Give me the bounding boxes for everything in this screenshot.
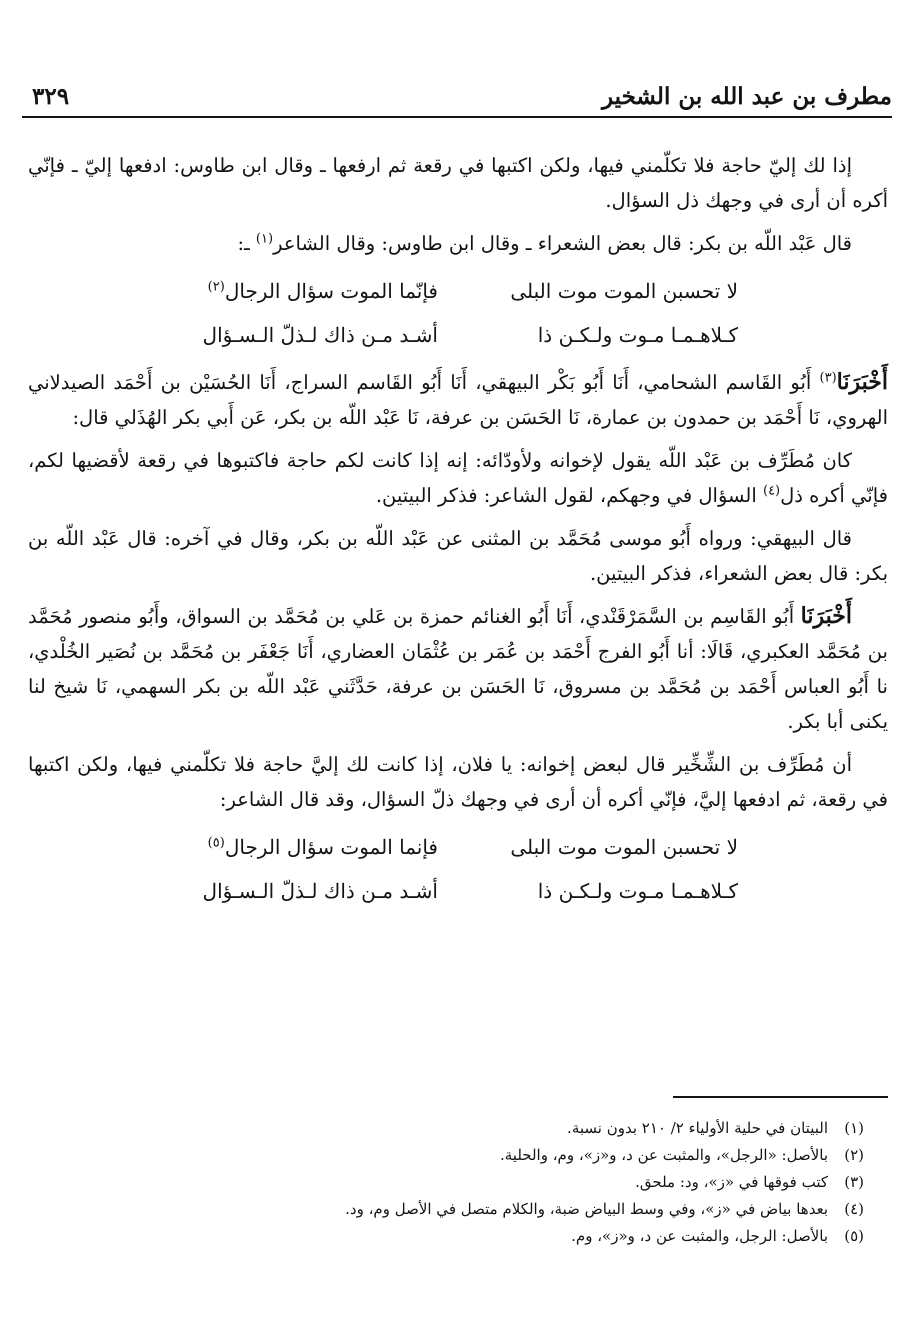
- main-text: [28, 148, 888, 921]
- paragraph-5-text: قال البيهقي: ورواه أَبُو موسى مُحَمَّد بن المثنى عن عَبْد اللّه بن بكر، وقال في آخره: قال عَبْد اللّه بن بكر: قال بعض الشعراء، فذكر البيتين.: [28, 527, 888, 585]
- paragraph-2-end: ـ:: [237, 232, 256, 255]
- footnote-text: البيتان في حلية الأولياء ٢/ ٢١٠ بدون نسبة.: [567, 1119, 828, 1137]
- akhbarana-lead-2: أَخْبَرَنَا: [800, 603, 852, 629]
- poem-2-line-1: [28, 825, 888, 869]
- footnote-ref-1: (١): [255, 231, 274, 247]
- poem-1-hemistich-2b: أشـد مـن ذاك لـذلّ الـسـؤال: [202, 322, 438, 347]
- paragraph-6: [28, 599, 888, 739]
- poem-1-line-2: [28, 313, 888, 357]
- page-header: [22, 78, 892, 118]
- paragraph-6-text: أَبُو القَاسِم بن السَّمَرْقَنْدي، أَنَا أَبُو الغنائم حمزة بن عَلي بن مُحَمَّد بن السواق، وأَبُو منصور مُحَمَّد بن مُحَمَّد العكبري، قَالَا: أنا أَبُو الفرج أَحْمَد بن عُمَر بن عُثْمَان العضاري، أَنَا جَعْفَر بن مُحَمَّد بن نُصَير الخُلْدي، نا أَبُو العباس أَحْمَد بن مُحَمَّد بن مسروق، نَا الحَسَن بن عرفة، حَدَّثَني عَبْد اللّه بن بكر السهمي، نَا شيخ لنا يكنى أبا بكر.: [28, 605, 888, 733]
- paragraph-1-text: إذا لك إليّ حاجة فلا تكلّمني فيها، ولكن اكتبها في رقعة ثم ارفعها ـ وقال ابن طاوس: ادفعها إليّ ـ فإنّي أكره أن أرى في وجهك ذل السؤال.: [28, 154, 888, 212]
- footnote-ref-5: (٥): [207, 834, 225, 850]
- poem-1-hemistich-1b-text: فإنّما الموت سؤال الرجال: [224, 278, 438, 303]
- footnote-number: (٥): [844, 1227, 864, 1245]
- footnote-ref-4: (٤): [762, 483, 781, 499]
- footnote-text: بعدها بياض في «ز»، وفي وسط البياض ضبة، والكلام متصل في الأصل وم، ود.: [345, 1200, 828, 1218]
- poem-2-hemistich-1b: [158, 830, 438, 865]
- footnote-number: (١): [844, 1119, 864, 1137]
- footnote-3: [40, 1169, 864, 1195]
- footnote-number: (٢): [844, 1146, 864, 1164]
- footnote-1: [40, 1115, 864, 1141]
- poem-1-hemistich-1a: لا تحسبن الموت موت البلى: [510, 278, 738, 303]
- footnote-number: (٣): [844, 1173, 864, 1191]
- paragraph-2: [28, 226, 888, 261]
- paragraph-7: [28, 747, 888, 817]
- paragraph-4: [28, 443, 888, 513]
- paragraph-3-text: أَبُو القَاسم الشحامي، أَنَا أَبُو بَكْر البيهقي، أَنَا أَبُو القَاسم السراج، أَنَا الحُسَيْن بن أَحْمَد الصيدلاني الهروي، نَا أَحْمَد بن حمدون بن عمارة، نَا الحَسَن بن عرفة، نَا عَبْد اللّه بن بكر، عَن أَبي بكر الهُذَلي قال:: [28, 371, 888, 429]
- page-number: ٣٢٩: [32, 83, 70, 110]
- paragraph-1: [28, 148, 888, 218]
- poem-2-hemistich-1a: لا تحسبن الموت موت البلى: [510, 834, 738, 859]
- paragraph-2-text: قال عَبْد اللّه بن بكر: قال بعض الشعراء ـ وقال ابن طاوس: وقال الشاعر: [273, 232, 852, 255]
- paragraph-3: [28, 365, 888, 435]
- footnote-divider: [673, 1096, 888, 1098]
- poem-2-hemistich-2b: أشـد مـن ذاك لـذلّ الـسـؤال: [202, 878, 438, 903]
- footnote-4: [40, 1196, 864, 1222]
- poem-2-line-2: [28, 869, 888, 913]
- poem-1: [28, 269, 888, 357]
- footnote-number: (٤): [844, 1200, 864, 1218]
- poem-2: [28, 825, 888, 913]
- paragraph-4-text-b: السؤال في وجهكم، لقول الشاعر: فذكر البيتين.: [375, 484, 763, 507]
- poem-2-hemistich-2a: كـلاهـمـا مـوت ولـكـن ذا: [537, 878, 738, 903]
- footnote-text: كتب فوقها في «ز»، ود: ملحق.: [635, 1173, 828, 1191]
- footnotes: [40, 1115, 864, 1250]
- running-title: مطرف بن عبد الله بن الشخير: [601, 83, 892, 110]
- footnote-ref-2: (٢): [207, 278, 225, 294]
- footnote-5: [40, 1223, 864, 1249]
- paragraph-7-text: أن مُطَرِّف بن الشِّخِّير قال لبعض إخوانه: يا فلان، إذا كانت لك إليَّ حاجة فلا تكلّمني فيها، ولكن اكتبها في رقعة، ثم ادفعها إليَّ، فإنّي أكره أن أرى في وجهك ذلّ السؤال، وقد قال الشاعر:: [28, 753, 888, 811]
- paragraph-4-text-a: كان مُطَرِّف بن عَبْد اللّه يقول لإخوانه ولأودّائه: إنه إذا كانت لكم حاجة فاكتبوها في رقعة لأقضيها لكم، فإنّي أكره ذل: [28, 449, 888, 507]
- footnote-text: بالأصل: الرجل، والمثبت عن د، و«ز»، وم.: [571, 1227, 828, 1245]
- poem-2-hemistich-1b-text: فإنما الموت سؤال الرجال: [224, 834, 438, 859]
- footnote-2: [40, 1142, 864, 1168]
- footnote-ref-3: (٣): [819, 370, 837, 386]
- poem-1-line-1: [28, 269, 888, 313]
- poem-1-hemistich-2a: كـلاهـمـا مـوت ولـكـن ذا: [537, 322, 738, 347]
- paragraph-5: [28, 521, 888, 591]
- poem-1-hemistich-1b: [158, 274, 438, 309]
- akhbarana-lead: أَخْبَرَنَا: [836, 369, 888, 395]
- footnote-text: بالأصل: «الرجل»، والمثبت عن د، و«ز»، وم، والحلية.: [499, 1146, 828, 1164]
